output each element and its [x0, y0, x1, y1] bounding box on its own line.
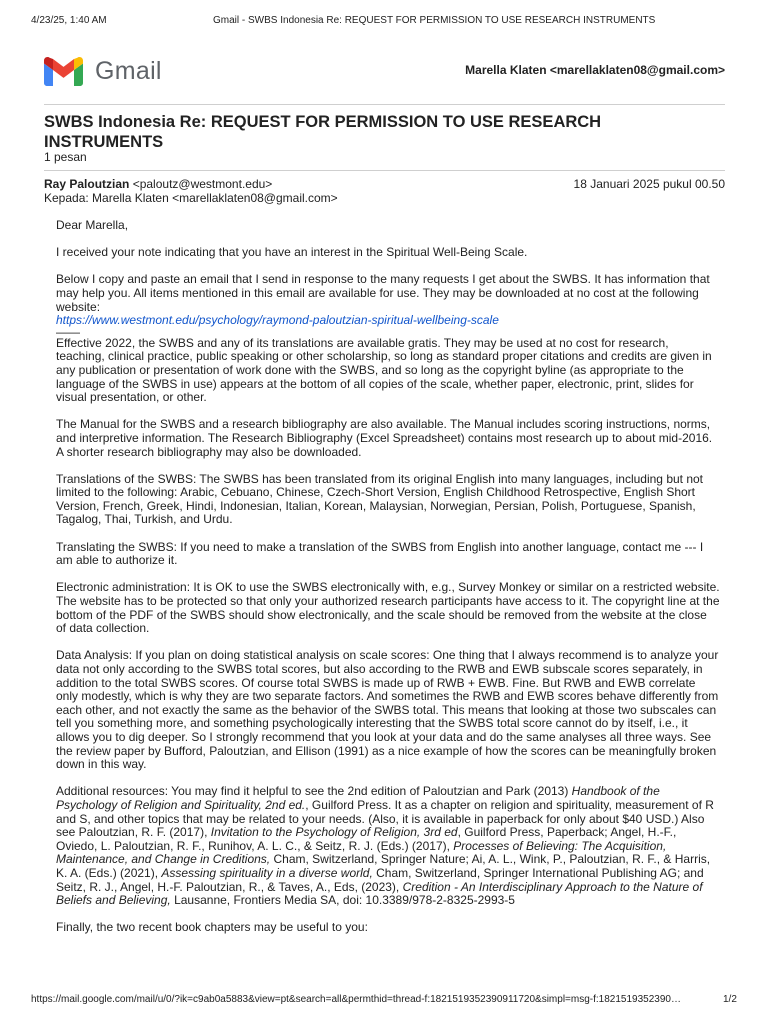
body-paragraph-1: I received your note indicating that you have an interest in the Spiritual Well-Being Scale.: [56, 245, 528, 260]
p9-title-5: Credition - An Interdisciplinary Approach to the Nature of Beliefs and Believing,: [56, 879, 703, 908]
print-datetime: 4/23/25, 1:40 AM: [31, 15, 107, 26]
print-url: https://mail.google.com/mail/u/0/?ik=c9ab0a5883&view=pt&search=all&permthid=thread-f:1821519352390911720&simpl=msg-f:1821519352390…: [31, 994, 681, 1005]
gmail-wordmark: Gmail: [95, 56, 162, 85]
p9-text-2: , Guilford Press. It as a chapter on religion and spirituality, measurement of R and S, and other topics that may be related to your needs. (Also, it is available in paperback for only about $40 USD.) Also see Paloutzian, R. F. (2017),: [56, 797, 714, 840]
message-body: [56, 219, 720, 948]
greeting: Dear Marella,: [56, 218, 129, 232]
sender-name: Ray Paloutzian: [44, 177, 130, 191]
body-paragraph-5: Translations of the SWBS: The SWBS has been translated from its original English into many languages, including but not limited to the following: Arabic, Cebuano, Chinese, Czech-Short Version, English Childhood Retrospective, English Short Version, French, Greek, Hindi, Indonesian, Italian, Korean, Malaysian, Norwegian, Persian, Polish, Portuguese, Spanish, Tagalog, Thai, Turkish, and Urdu.: [56, 471, 704, 527]
thread-subject: SWBS Indonesia Re: REQUEST FOR PERMISSION TO USE RESEARCH INSTRUMENTS: [44, 113, 602, 151]
p9-text-3: , Guilford Press, Paperback; Angel, H.-F., Oviedo, L. Paloutzian, R. F., Runihov, A. L. C., & Seitz, R. J. (Eds.) (2017),: [56, 825, 677, 853]
body-paragraph-9: [56, 785, 720, 907]
p9-text-5: Cham, Switzerland, Springer International Publishing AG; and Seitz, R. J., Angel, H.-F. Paloutzian, R., & Taves, A., Eds, (2023),: [56, 865, 704, 894]
body-paragraph-3: Effective 2022, the SWBS and any of its translations are available gratis. They may be used at no cost for research, teaching, clinical practice, public speaking or other scholarship, so long as standard proper citations and credits are given in any publication or presentation of work done with the SWBS, and so long as the copyright byline (as appropriate to the language of the SWBS in use) appears at the bottom of all copies of the scale, whether paper, electronic, print, slides for visual presentation, or other.: [56, 335, 712, 405]
swbs-website-link[interactable]: https://www.westmont.edu/psychology/raymond-paloutzian-spiritual-wellbeing-scale: [56, 313, 499, 328]
p9-title-3: Processes of Believing: The Acquisition, Maintenance, and Change in Creditions,: [56, 838, 667, 867]
gmail-logo: [44, 56, 162, 86]
sender-email: <paloutz@westmont.edu>: [132, 177, 273, 191]
recipient-line: Kepada: Marella Klaten <marellaklaten08@gmail.com>: [44, 191, 338, 205]
gmail-m-icon: [44, 57, 83, 86]
p9-text-4: Cham, Switzerland, Springer Nature; Ai, A. L., Wink, P., Paloutzian, R. F., & Harris, K. A. (Eds.) (2021),: [56, 852, 711, 880]
page-number: 1/2: [723, 994, 737, 1005]
p9-title-2: Invitation to the Psychology of Religion, 3rd ed: [210, 825, 458, 840]
p9-text-1: Additional resources: You may find it helpful to see the 2nd edition of Paloutzian and Park (2013): [56, 784, 572, 799]
separator: ——: [56, 324, 80, 339]
body-paragraph-7: Electronic administration: It is OK to use the SWBS electronically with, e.g., Survey Monkey or similar on a restricted website. The website has to be protected so that only your authorized research participants have access to it. The copyright line at the bottom of the PDF of the SWBS should show electronically, and the scale should be removed from the website at the close of data collection.: [56, 580, 720, 636]
sender: [44, 177, 272, 191]
body-paragraph-2: Below I copy and paste an email that I send in response to the many requests I get about the SWBS. It has information that may help you. All items mentioned in this email are available for use. They may be downloaded at no cost at the following website:: [56, 272, 710, 314]
account-label: Marella Klaten <marellaklaten08@gmail.com>: [465, 63, 725, 77]
header-divider: [44, 104, 725, 105]
body-paragraph-4: The Manual for the SWBS and a research bibliography are also available. The Manual includes scoring instructions, norms, and interpretive information. The Research Bibliography (Excel Spreadsheet) contains most research up to about mid-2016. A shorter research bibliography may also be downloaded.: [56, 417, 713, 459]
message-count: 1 pesan: [44, 150, 87, 164]
p9-title-1: Handbook of the Psychology of Religion and Spirituality, 2nd ed.: [56, 784, 660, 812]
p9-title-4: Assessing spirituality in a diverse world,: [161, 865, 373, 880]
thread-divider: [44, 170, 725, 171]
p9-text-6: Lausanne, Frontiers Media SA, doi: 10.3389/978-2-8325-2993-5: [170, 893, 515, 908]
body-paragraph-6: Translating the SWBS: If you need to make a translation of the SWBS from English into another language, contact me --- I am able to authorize it.: [56, 539, 704, 568]
print-title: Gmail - SWBS Indonesia Re: REQUEST FOR PERMISSION TO USE RESEARCH INSTRUMENTS: [213, 15, 656, 26]
message-date: 18 Januari 2025 pukul 00.50: [573, 177, 725, 191]
body-paragraph-8: Data Analysis: If you plan on doing statistical analysis on scale scores: One thing that I always recommend is to analyze your data not only according to the SWBS total scores, but also according to the RWB and EWB subscale scores separately, in addition to the total SWBS scores. Of course total SWBS is made up of RWB + EWB. Fine. But RWB and EWB correlate only modestly, which is why they are two separate factors. And sometimes the RWB and EWB scores behave differently from each other, and not exactly the same as the behavior of the SWBS total. This means that looking at those two subscales can tell you something more, and something psychologically interesting that the SWBS total score cannot do by itself, i.e., it allows you to dig deeper. So I strongly recommend that you look at your data and do the same analyses all three ways. See the review paper by Bufford, Paloutzian, and Ellison (1991) as a nice example of how the scores can be meaningfully broken down in this way.: [56, 648, 719, 772]
body-paragraph-10: Finally, the two recent book chapters may be useful to you:: [56, 920, 368, 935]
